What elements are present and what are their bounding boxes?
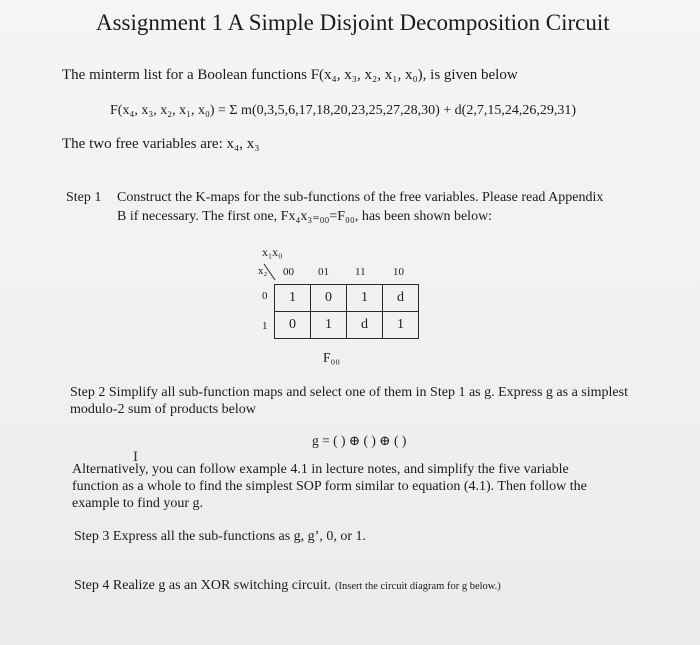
kmap-row — [275, 312, 419, 339]
kmap-cell: d — [347, 312, 383, 339]
kmap-cell: 0 — [311, 285, 347, 312]
page-title: Assignment 1 A Simple Disjoint Decomposition Circuit — [96, 10, 610, 35]
kmap-cell: 1 — [347, 285, 383, 312]
step1-line2: B if necessary. The first one, Fx₄x₃₌₀₀=F₀₀, has been shown below: — [117, 209, 493, 224]
intro-text: The minterm list for a Boolean functions F(x₄, x₃, x₂, x₁, x₀), is given below — [62, 67, 518, 83]
kmap-col-label: 11 — [355, 266, 366, 278]
g-formula: g = ( ) ⊕ ( ) ⊕ ( ) — [312, 433, 407, 448]
step4-note: (Insert the circuit diagram for g below.) — [335, 581, 501, 592]
kmap-column-variable: x₁x₀ — [262, 245, 283, 259]
step4-text: Step 4 Realize g as an XOR switching circuit. — [74, 578, 331, 593]
step3-text: Step 3 Express all the sub-functions as g, g’, 0, or 1. — [74, 529, 367, 544]
kmap-row-label: 0 — [262, 290, 268, 302]
free-variables-text: The two free variables are: x₄, x₃ — [62, 136, 260, 152]
kmap-cell: 1 — [311, 312, 347, 339]
kmap-grid — [274, 284, 419, 339]
step2-text: Step 2 Simplify all sub-function maps and select one of them in Step 1 as g. Express g as a simplest modulo-2 sum of products below — [70, 385, 628, 417]
kmap-cell: d — [383, 285, 419, 312]
kmap-cell: 0 — [275, 312, 311, 339]
function-equation: F(x₄, x₃, x₂, x₁, x₀) = Σ m(0,3,5,6,17,18,20,23,25,27,28,30) + d(2,7,15,24,26,29,31) — [110, 103, 576, 118]
step4-line — [74, 576, 501, 594]
alternative-text: Alternatively, you can follow example 4.1 in lecture notes, and simplify the five variable function as a whole to find the simplest SOP form similar to equation (4.1). Then follow the example to find your g. — [72, 462, 587, 511]
kmap-cell: 1 — [275, 285, 311, 312]
step1-label: Step 1 — [66, 190, 102, 205]
kmap-row — [275, 285, 419, 312]
kmap-col-label: 00 — [283, 266, 294, 278]
kmap-row-variable: x₂ — [258, 265, 268, 277]
text-cursor-icon: I — [133, 449, 138, 465]
kmap-corner-diagonal — [262, 262, 276, 282]
kmap-caption: F₀₀ — [323, 350, 340, 365]
kmap-row-label: 1 — [262, 320, 268, 332]
kmap-cell: 1 — [383, 312, 419, 339]
kmap-col-label: 10 — [393, 266, 404, 278]
kmap-col-label: 01 — [318, 266, 329, 278]
step1-line1: Construct the K-maps for the sub-functions of the free variables. Please read Appendix — [117, 190, 604, 205]
